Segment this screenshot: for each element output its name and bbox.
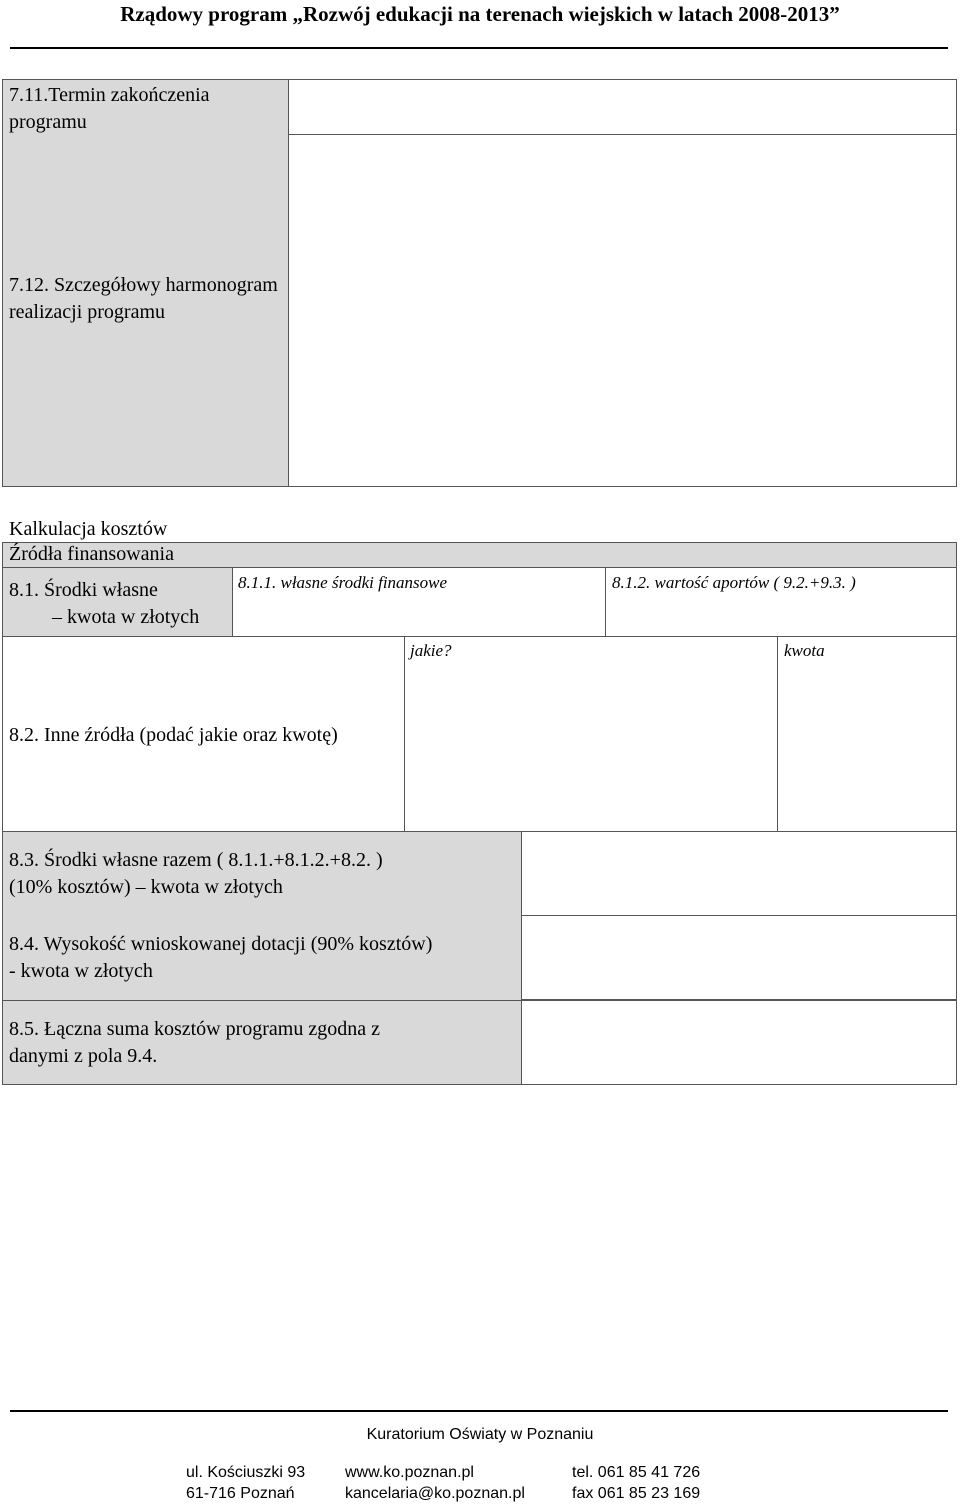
own-funds-divider — [232, 568, 233, 636]
footer-street: ul. Kościuszki 93 — [186, 1464, 306, 1481]
footer-fax: fax 061 85 23 169 — [572, 1485, 701, 1502]
field-8-4-input[interactable] — [523, 917, 956, 998]
section-7-row-divider — [288, 134, 956, 135]
field-8-3-label-line2: (10% kosztów) – kwota w złotych — [9, 876, 283, 898]
field-8-3-label-line1: 8.3. Środki własne razem ( 8.1.1.+8.1.2.+8.2. ) — [9, 849, 383, 871]
totals-divider — [521, 832, 522, 1084]
row-rule-5 — [521, 999, 956, 1000]
footer-rule — [10, 1410, 948, 1412]
row-rule-3 — [521, 915, 956, 916]
field-8-1-1-label: 8.1.1. własne środki finansowe — [238, 573, 448, 592]
field-7-12-input[interactable] — [290, 136, 956, 485]
field-7-12-label: 7.12. Szczegółowy harmonogram realizacji programu — [9, 274, 278, 323]
header-rule — [10, 47, 948, 49]
own-funds-unit: – kwota w złotych — [52, 606, 200, 628]
row-rule-4 — [3, 1000, 956, 1001]
sources-label: Źródła finansowania — [9, 543, 174, 565]
cost-calculation-heading: Kalkulacja kosztów — [9, 518, 168, 540]
other-sources-amount-input[interactable] — [779, 664, 956, 830]
field-8-4-label-line2: - kwota w złotych — [9, 960, 153, 982]
field-8-1-2-label: 8.1.2. wartość aportów ( 9.2.+9.3. ) — [612, 573, 856, 592]
aports-divider — [605, 568, 606, 636]
amount-column-label: kwota — [784, 641, 825, 660]
own-funds-label: 8.1. Środki własne — [9, 579, 158, 601]
footer-organization: Kuratorium Oświaty w Poznaniu — [366, 1426, 594, 1443]
document-title: Rządowy program „Rozwój edukacji na terenach wiejskich w latach 2008-2013” — [120, 2, 840, 26]
field-8-4-label-line1: 8.4. Wysokość wnioskowanej dotacji (90% kosztów) — [9, 933, 433, 955]
footer-city: 61-716 Poznań — [186, 1485, 295, 1502]
field-8-5-label-line1: 8.5. Łączna suma kosztów programu zgodna z — [9, 1018, 380, 1040]
field-7-11-label: 7.11.Termin zakończenia programu — [9, 84, 210, 133]
other-sources-divider — [404, 636, 405, 831]
amount-divider — [777, 636, 778, 831]
footer-email: kancelaria@ko.poznan.pl — [345, 1485, 525, 1502]
field-8-5-input[interactable] — [523, 1002, 956, 1083]
field-7-11-input[interactable] — [290, 81, 956, 133]
footer-website: www.ko.poznan.pl — [345, 1464, 474, 1481]
what-column-label: jakie? — [410, 641, 452, 660]
field-8-3-input[interactable] — [523, 833, 956, 914]
footer-phone: tel. 061 85 41 726 — [572, 1464, 701, 1481]
field-8-5-label-line2: danymi z pola 9.4. — [9, 1045, 158, 1067]
other-sources-what-input[interactable] — [406, 664, 776, 830]
section-7-divider — [288, 80, 289, 486]
field-8-2-label: 8.2. Inne źródła (podać jakie oraz kwotę) — [9, 724, 338, 746]
